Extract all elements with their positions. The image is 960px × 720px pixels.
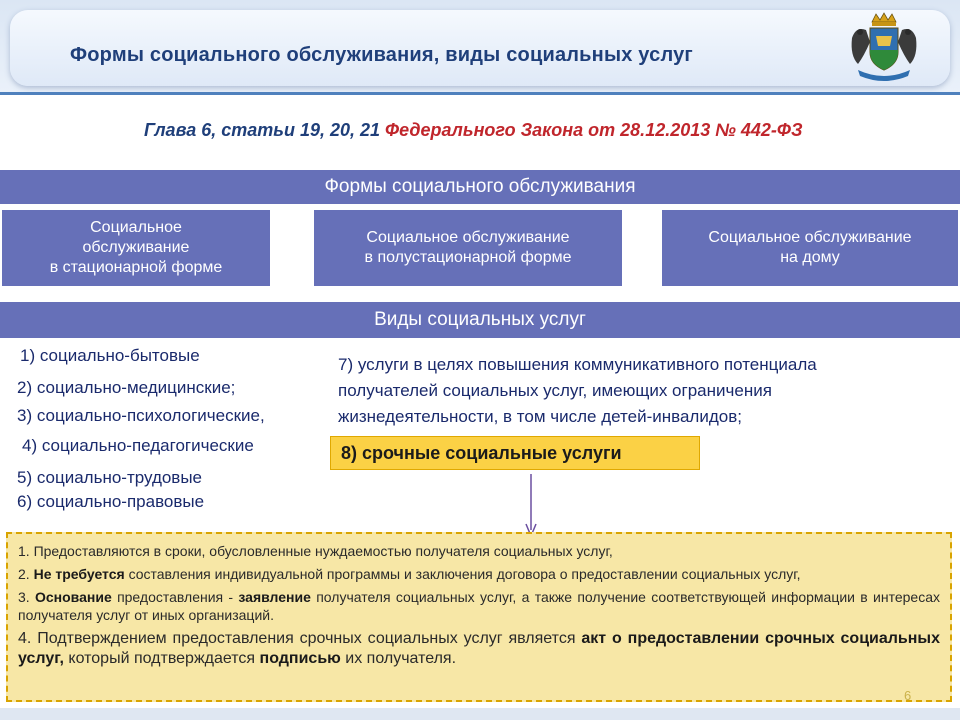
- detail-4: [18, 629, 940, 669]
- forms-header-bar: [0, 170, 960, 204]
- detail-1: 1. Предоставляются в сроки, обусловленные нуждаемостью получателя социальных услуг,: [18, 543, 613, 559]
- law-federal-act: Федерального Закона от 28.12.2013 № 442-ФЗ: [385, 120, 803, 140]
- header-card: [10, 10, 950, 86]
- service-item: 1) социально-бытовые: [20, 346, 200, 365]
- detail-2-number: 2.: [18, 566, 30, 582]
- law-reference: [144, 120, 803, 141]
- services-header-bar: [0, 302, 960, 338]
- page-title: Формы социального обслуживания, виды социальных услуг: [70, 44, 693, 66]
- detail-4-mid: который подтверждается: [68, 650, 256, 667]
- detail-4-bold-signature: подписью: [259, 650, 341, 667]
- service-item: 3) социально-психологические,: [17, 406, 265, 425]
- service-item-communication: 7) услуги в целях повышения коммуникативного потенциала получателей социальных услуг, имеющих ограничения жизнедеятельности, в том числе детей-инвалидов;: [338, 355, 817, 426]
- detail-3-text: получателя социальных услуг, а также получение соответствующей информации в интересах получателя услуг от иных организаций.: [18, 589, 941, 623]
- form-inpatient-label: Социальное обслуживание в стационарной форме: [49, 219, 223, 276]
- header-divider: [0, 92, 960, 95]
- detail-3-mid: предоставления -: [117, 589, 234, 605]
- detail-2-bold: Не требуется: [33, 566, 125, 582]
- detail-4-bold-act: акт о предоставлении срочных социальных услуг,: [18, 630, 940, 667]
- service-item: 6) социально-правовые: [17, 492, 205, 511]
- services-header-label: Виды социальных услуг: [374, 309, 586, 330]
- service-item: 5) социально-трудовые: [17, 468, 203, 487]
- form-home-box: [662, 210, 958, 286]
- urgent-services-label: 8) срочные социальные услуги: [341, 442, 622, 463]
- form-semi-inpatient-label: Социальное обслуживание в полустационарной форме: [364, 229, 572, 266]
- service-item: 2) социально-медицинские;: [17, 378, 236, 397]
- coat-of-arms-icon: [842, 12, 926, 82]
- page-number: 6: [904, 688, 912, 703]
- arrow-down-icon: [524, 474, 538, 538]
- bottom-strip: [0, 708, 960, 720]
- service-item: 4) социально-педагогические: [22, 436, 254, 455]
- detail-3-number: 3.: [18, 589, 30, 605]
- detail-2: [18, 565, 940, 583]
- urgent-services-box: [330, 436, 700, 470]
- detail-4-pre: 4. Подтверждением предоставления срочных социальных услуг является: [18, 630, 576, 647]
- detail-2-text: составления индивидуальной программы и заключения договора о предоставлении социальных услуг,: [128, 566, 801, 582]
- form-semi-inpatient-box: [314, 210, 622, 286]
- detail-3: [18, 588, 940, 624]
- form-inpatient-box: [2, 210, 270, 286]
- forms-header-label: Формы социального обслуживания: [324, 176, 636, 197]
- detail-4-end: их получателя.: [345, 650, 457, 667]
- detail-3-bold-basis: Основание: [35, 589, 112, 605]
- form-home-label: Социальное обслуживание на дому: [708, 229, 912, 266]
- urgent-services-details: [6, 532, 952, 702]
- law-chapter-articles: Глава 6, статьи 19, 20, 21: [144, 120, 381, 140]
- detail-3-bold-application: заявление: [238, 589, 311, 605]
- header-band: [0, 0, 960, 92]
